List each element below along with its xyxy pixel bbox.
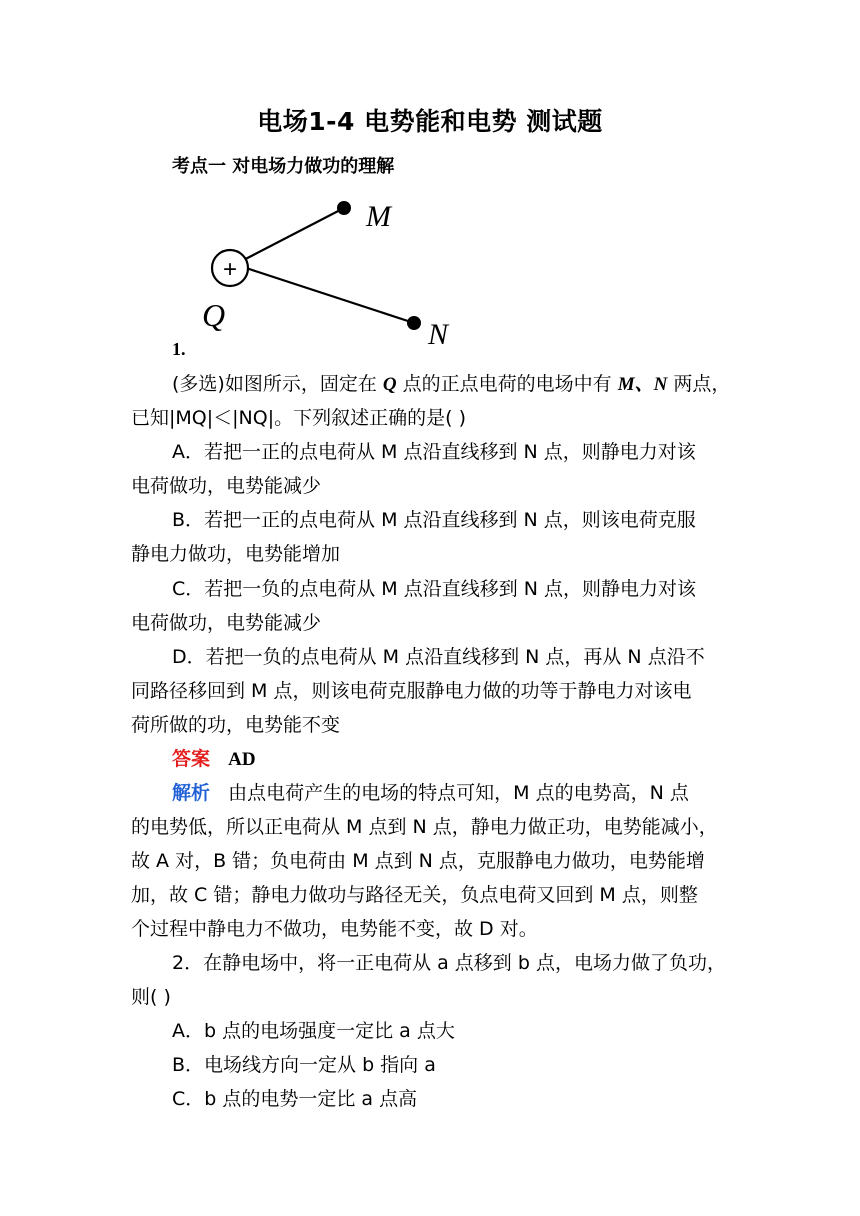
section-heading: 考点一 对电场力做功的理解 <box>172 156 395 177</box>
q1-option-d-line-2: 同路径移回到 M 点，则该电荷克服静电力做的功等于静电力对该电 <box>131 680 692 702</box>
q2-stem-line-2: 则( ) <box>131 986 171 1008</box>
q1-option-b-line-2: 静电力做功，电势能增加 <box>131 543 341 565</box>
q2-option-a: A．b 点的电场强度一定比 a 点大 <box>172 1020 455 1042</box>
q1-analysis-line-1: 解析 由点电荷产生的电场的特点可知，M 点的电势高，N 点 <box>172 782 689 804</box>
charge-sign: + <box>222 256 238 283</box>
q1-option-b-line-1: B．若把一正的点电荷从 M 点沿直线移到 N 点，则该电荷克服 <box>172 509 696 531</box>
q1-option-c-line-2: 电荷做功，电势能减少 <box>131 612 322 634</box>
answer-label: 答案 <box>172 748 211 770</box>
q1-option-d-line-1: D．若把一负的点电荷从 M 点沿直线移到 N 点，再从 N 点沿不 <box>172 646 705 668</box>
q2-option-b: B．电场线方向一定从 b 指向 a <box>172 1054 436 1076</box>
q1-option-a-line-1: A．若把一正的点电荷从 M 点沿直线移到 N 点，则静电力对该 <box>172 441 696 463</box>
q1-answer <box>172 747 256 772</box>
label-q: Q <box>202 297 226 333</box>
q1-analysis-line-3: 故 A 对，B 错；负电荷由 M 点到 N 点，克服静电力做功，电势能增 <box>131 850 705 872</box>
q1-analysis-line-4: 加，故 C 错；静电力做功与路径无关，负点电荷又回到 M 点，则整 <box>131 884 698 906</box>
q1-analysis-line-5: 个过程中静电力不做功，电势能不变，故 D 对。 <box>131 918 538 940</box>
point-n-dot <box>407 316 421 330</box>
q1-option-c-line-1: C．若把一负的点电荷从 M 点沿直线移到 N 点，则静电力对该 <box>172 578 697 600</box>
q1-stem-line-1: (多选)如图所示，固定在 Q 点的正点电荷的电场中有 M、N 两点， <box>172 373 731 395</box>
label-n: N <box>428 318 449 350</box>
field-line-to-n <box>246 268 414 323</box>
q1-stem-line-2: 已知|MQ|＜|NQ|。下列叙述正确的是( ) <box>131 407 466 429</box>
analysis-label: 解析 <box>172 782 211 804</box>
charge-diagram <box>190 186 470 350</box>
page-title: 电场1-4 电势能和电势 测试题 <box>257 107 603 136</box>
field-line-to-m <box>232 208 344 266</box>
q2-option-c: C．b 点的电势一定比 a 点高 <box>172 1088 418 1110</box>
answer-value: AD <box>228 749 256 770</box>
q1-option-a-line-2: 电荷做功，电势能减少 <box>131 475 322 497</box>
label-m: M <box>366 200 391 233</box>
q1-option-d-line-3: 荷所做的功，电势能不变 <box>131 714 341 736</box>
question-1-number: 1. <box>172 339 186 359</box>
point-m-dot <box>337 201 351 215</box>
q1-analysis-line-2: 的电势低，所以正电荷从 M 点到 N 点，静电力做正功，电势能减小， <box>131 816 718 838</box>
q2-stem-line-1: 2．在静电场中，将一正电荷从 a 点移到 b 点，电场力做了负功， <box>172 952 726 974</box>
